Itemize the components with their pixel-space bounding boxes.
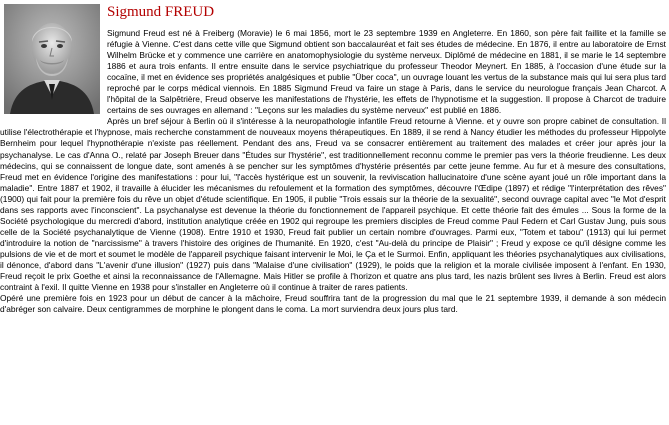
biography-paragraph-1: Sigmund Freud est né à Freiberg (Moravie) le 6 mai 1856, mort le 23 septembre 1939 en Angleterre. En 1860, son père fait faillite et la famille se réfugie à Vienne. C'est dans cette ville que Sigmund obtient son baccalauréat et fait ses études de médecine. En 1876, il entre au laboratoire de Ernst Wilhelm Brücke et y commence une carrière en anatomophysiologie du système nerveux. Diplômé de médecine en 1881, il se marie le 14 septembre 1886 et aura trois enfants. Il entre ensuite dans le service psychiatrique du professeur Theodor Meynert. En 1885, à l'occasion d'une étude sur la cocaïne, il met en évidence ses propriétés analgésiques et publie "Über coca", un ouvrage louant les vertus de la substance mais qui lui sera plus tard reproché par le corps médical viennois. En 1885 Sigmund Freud va faire un stage à Paris, dans le service du neurologue français Jean Charcot. A l'hôpital de la Salpêtrière, Freud observe les manifestations de l'hystérie, les effets de l'hypnotisme et la suggestion. Il propose à Charcot de traduire certains de ses ouvrages en allemand : "Leçons sur les maladies du système nerveux" est publié en 1886. bbox=[107, 28, 666, 116]
biography-paragraph-2: Après un bref séjour à Berlin où il s'intéresse à la neuropathologie infantile Freud retourne à Vienne. et y ouvre son propre cabinet de consultation. Il utilise l'électrothérapie et l'hypnose, mais recherche constamment de nouveaux moyens thérapeutiques. En 1889, il se rend à Nancy étudier les méthodes du professeur Hippolyte Bernheim pour lequel l'hypnothérapie n'existe pas réellement. Pendant des ans, Freud va se consacrer entièrement au traitement des malades et créer jour après jour la psychanalyse. Le cas d'Anna O., relaté par Joseph Breuer dans "Études sur l'hystérie", est traditionnellement reconnu comme le premier pas vers la théorie freudienne. Les deux médecins, qui se connaissent de longue date, sont amenés à se pencher sur les symptômes d'hystérie présentés par cette jeune femme. Au fur et à mesure des consultations, Freud met en évidence l'origine des manifestations : pour lui, "l'accès hystérique est un souvenir, la reviviscation hallucinatoire d'une scène ayant joué un rôle important dans la maladie". Entre 1887 et 1902, il travaille à élucider les mécanismes du refoulement et la formation des symptômes, découvre l'Œdipe (1897) et rédige "l'interprétation des rêves" (1900) qui fait pour la première fois du rêve un objet d'étude scientifique. En 1905, il publie "Trois essais sur la théorie de la sexualité", second ouvrage capital avec "le Mot d'esprit dans ses rapports avec l'inconscient". La psychanalyse est devenue la théorie du fonctionnement de l'appareil psychique. Et cette théorie fait des émules ... Sous la forme de la Société psychologique du mercredi d'abord, institution analytique créée en 1902 qui regroupe les premiers disciples de Freud comme Paul Federn et Carl Gustav Jung, puis sous celle de la Société psychanalytique de Vienne (1908). Entre 1910 et 1930, Freud fait publier un certain nombre d'ouvrages. Parmi eux, "Totem et tabou" (1913) qui lui permet d'introduire la notion de "narcissisme" à travers l'histoire des origines de l'humanité. En 1920, c'est "Au-delà du principe de Plaisir" ; Freud y expose ce qu'il désigne comme les pulsions de vie et de mort et soumet le modèle de l'appareil psychique faisant intervenir le Moi, le Ça et le Surmoi. Enfin, appliquant les théories psychanalytiques aux civilisations, il dénonce, d'abord dans "L'avenir d'une illusion" (1927) puis dans "Malaise d'une civilisation" (1929), le poids que la religion et la morale civilisée imposent à l'enfant. En 1930, Freud reçoit le prix Goethe et ainsi la reconnaissance de l'Allemagne. Mais Hitler se profile à l'horizon et quatre ans plus tard, les nazis brûlent ses livres à Berlin. Freud est alors contraint à l'exil. Il quitte Vienne en 1938 pour s'installer en Angleterre où il continue à traiter de rares patients. bbox=[0, 116, 666, 293]
portrait-spacer bbox=[0, 28, 107, 122]
page-title: Sigmund FREUD bbox=[107, 4, 215, 20]
biography-paragraph-3: Opéré une première fois en 1923 pour un début de cancer à la mâchoire, Freud souffrira tant de la progression du mal que le 21 septembre 1939, il demande à son médecin d'abréger son calvaire. Deux centigrammes de morphine le plongent dans le coma. La mort surviendra deux jours plus tard. bbox=[0, 293, 666, 315]
biography-text bbox=[0, 28, 666, 425]
